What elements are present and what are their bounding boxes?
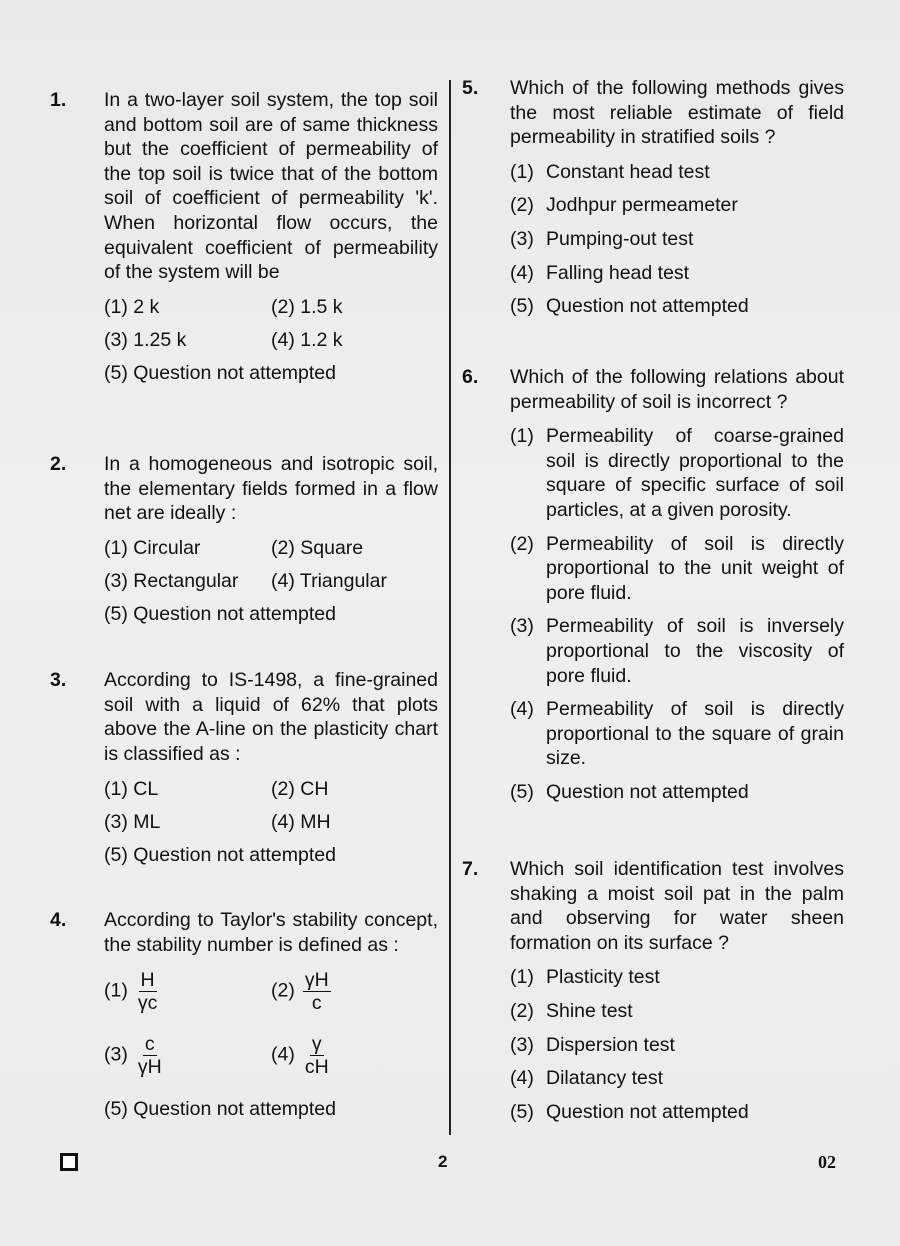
option-5[interactable]: (5) Question not attempted — [104, 602, 336, 625]
option-4[interactable]: (4) Falling head test — [510, 261, 690, 284]
option-5[interactable]: (5) Question not attempted — [510, 295, 749, 318]
fraction: $\frac{\gamma H}{c}$ — [304, 968, 329, 1014]
question-number: 4. — [50, 909, 67, 931]
option-2[interactable]: (2) Permeability of soil is directly proportional to the unit weight of pore fluid. — [510, 532, 844, 604]
question-4 — [50, 908, 438, 1126]
option-2[interactable]: (2) $\frac{\gamma H}{c}$ — [271, 968, 329, 1014]
question-number: 1. — [50, 89, 67, 111]
option-4[interactable]: (4) MH — [271, 810, 331, 833]
question-6 — [462, 365, 844, 805]
question-text: Which of the following methods gives the most reliable estimate of field permeability in stratified soils ? — [510, 77, 844, 149]
option-2[interactable]: (2) CH — [271, 777, 329, 800]
question-text: In a homogeneous and isotropic soil, the elementary fields formed in a flow net are ideally : — [104, 453, 438, 525]
option-5[interactable]: (5) Question not attempted — [104, 843, 336, 866]
option-3[interactable]: (3) Dispersion test — [510, 1033, 675, 1056]
option-3[interactable]: (3) ML — [104, 810, 161, 833]
options — [510, 160, 844, 319]
option-3[interactable]: (3) Permeability of soil is inversely proportional to the viscosity of pore fluid. — [510, 615, 844, 687]
option-3[interactable]: (3) 1.25 k — [104, 328, 187, 351]
option-1[interactable]: (1) Plasticity test — [510, 966, 660, 989]
option-4[interactable]: (4) 1.2 k — [271, 328, 343, 351]
options — [510, 965, 844, 1124]
options — [104, 959, 438, 1126]
options — [104, 291, 438, 390]
option-4[interactable]: (4) $\frac{\gamma}{cH}$ — [271, 1032, 329, 1078]
option-2[interactable]: (2) Jodhpur permeameter — [510, 194, 738, 217]
question-5 — [462, 76, 844, 319]
option-1[interactable]: (1) Constant head test — [510, 160, 710, 183]
fraction: $\frac{c}{\gamma H}$ — [137, 1032, 162, 1078]
option-1[interactable]: (1) CL — [104, 777, 159, 800]
option-1[interactable]: (1) 2 k — [104, 295, 160, 318]
question-number: 6. — [462, 366, 479, 388]
question-text: Which of the following relations about permeability of soil is incorrect ? — [510, 366, 844, 413]
option-1[interactable]: (1) Permeability of coarse-grained soil is directly proportional to the square of specific surface of soil particles, at a given porosity. — [510, 425, 844, 521]
option-5[interactable]: (5) Question not attempted — [104, 361, 336, 384]
question-text: In a two-layer soil system, the top soil and bottom soil are of same thickness but the coefficient of permeability of the top soil is twice that of the bottom soil of coefficient of permeability 'k'. When horizontal flow occurs, the equivalent coefficient of permeability of the system will be — [104, 89, 438, 284]
question-text: According to Taylor's stability concept, the stability number is defined as : — [104, 909, 438, 956]
option-4[interactable]: (4) Triangular — [271, 569, 387, 592]
column-divider — [449, 80, 451, 1135]
option-3[interactable]: (3) Rectangular — [104, 569, 239, 592]
option-5[interactable]: (5) Question not attempted — [510, 780, 749, 803]
question-1 — [50, 88, 438, 390]
option-1[interactable]: (1) $\frac{H}{\gamma c}$ — [104, 968, 158, 1014]
registration-square-icon — [60, 1153, 78, 1171]
option-5[interactable]: (5) Question not attempted — [104, 1098, 336, 1121]
option-4[interactable]: (4) Permeability of soil is directly proportional to the square of grain size. — [510, 698, 844, 770]
question-number: 7. — [462, 858, 479, 880]
option-4[interactable]: (4) Dilatancy test — [510, 1067, 664, 1090]
page-number: 2 — [438, 1152, 448, 1171]
question-text: According to IS-1498, a fine-grained soil with a liquid of 62% that plots above the A-line on the plasticity chart is classified as : — [104, 669, 438, 765]
option-5[interactable]: (5) Question not attempted — [510, 1100, 749, 1123]
fraction: $\frac{\gamma}{cH}$ — [304, 1032, 329, 1078]
question-text: Which soil identification test involves shaking a moist soil pat in the palm and observing for water sheen formation on its surface ? — [510, 858, 844, 954]
fraction: $\frac{H}{\gamma c}$ — [137, 968, 158, 1014]
question-7 — [462, 857, 844, 1124]
option-3[interactable]: (3) $\frac{c}{\gamma H}$ — [104, 1032, 162, 1078]
question-3 — [50, 668, 438, 871]
option-2[interactable]: (2) 1.5 k — [271, 295, 343, 318]
option-2[interactable]: (2) Square — [271, 536, 364, 559]
option-3[interactable]: (3) Pumping-out test — [510, 227, 694, 250]
option-2[interactable]: (2) Shine test — [510, 999, 633, 1022]
options — [510, 424, 844, 804]
question-number: 5. — [462, 77, 479, 99]
options — [104, 772, 438, 871]
question-number: 2. — [50, 453, 67, 475]
option-1[interactable]: (1) Circular — [104, 536, 201, 559]
question-2 — [50, 452, 438, 631]
booklet-code: 02 — [818, 1152, 836, 1172]
options — [104, 532, 438, 631]
question-number: 3. — [50, 669, 67, 691]
